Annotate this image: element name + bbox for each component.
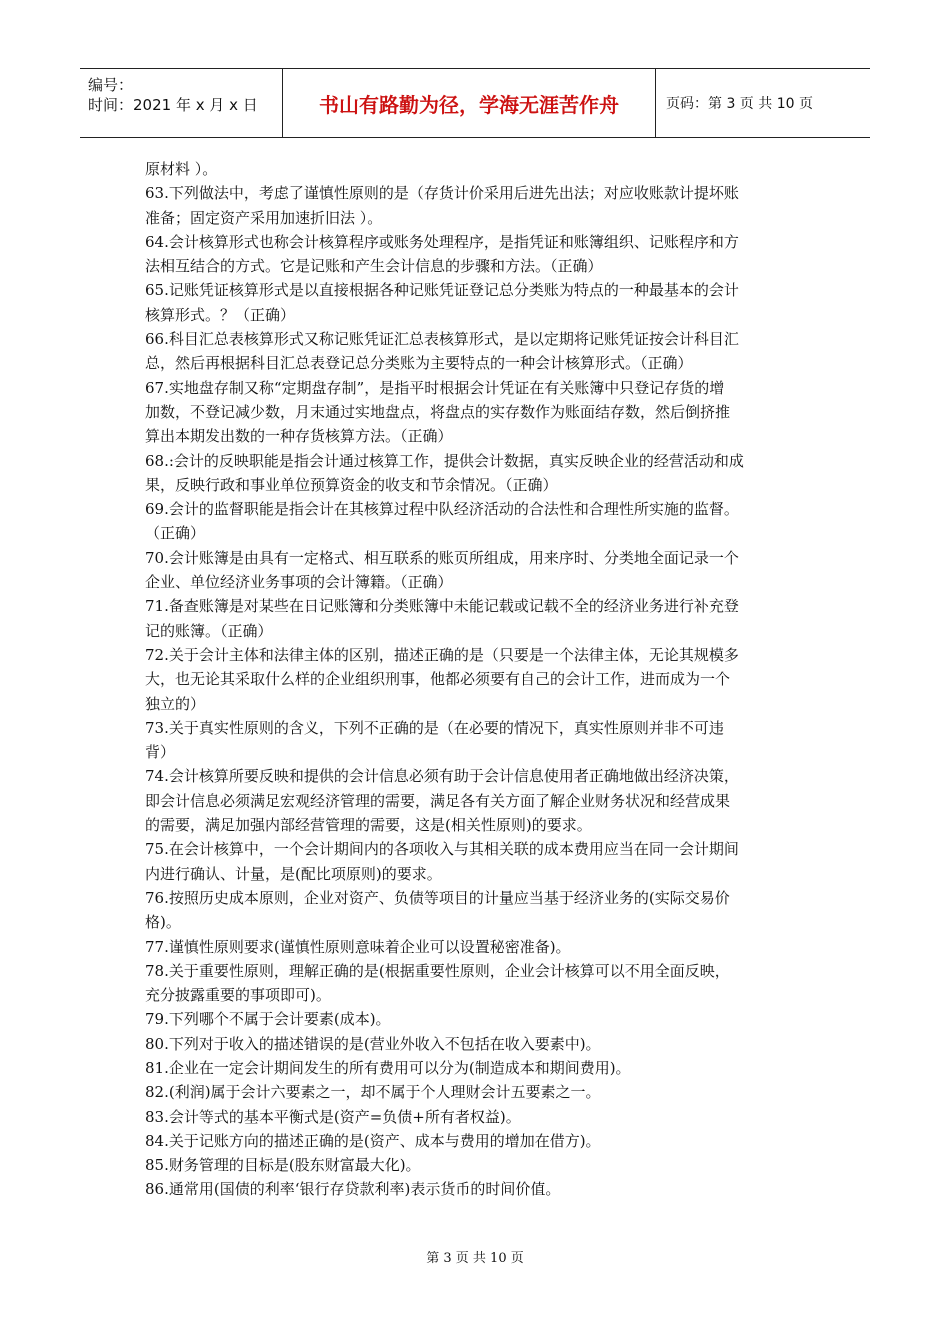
text-line: 算出本期发出数的一种存货核算方法。（正确）: [145, 427, 453, 446]
text-line: 71.备查账簿是对某些在日记账簿和分类账簿中未能记载或记载不全的经济业务进行补充登: [145, 597, 739, 616]
text-line: 独立的）: [145, 694, 206, 713]
text-line: 果，反映行政和事业单位预算资金的收支和节余情况。（正确）: [145, 475, 558, 494]
page-header: [80, 68, 870, 138]
text-line: 原材料 ）。: [145, 160, 218, 178]
header-page-cell: [656, 69, 870, 137]
header-motto-cell: [282, 69, 656, 137]
text-line: 总，然后再根据科目汇总表登记总分类账为主要特点的一种会计核算形式。（正确）: [145, 354, 693, 373]
text-line: 83.会计等式的基本平衡式是(资产=负债+所有者权益)。: [145, 1107, 521, 1126]
text-line: 64.会计核算形式也称会计核算程序或账务处理程序，是指凭证和账簿组织、记账程序和方: [145, 232, 739, 251]
text-line: 76.按照历史成本原则，企业对资产、负债等项目的计量应当基于经济业务的(实际交易价: [145, 888, 730, 907]
document-date-label: 时间：2021 年 x 月 x 日: [88, 96, 258, 114]
text-line: 核算形式。？（正确）: [145, 305, 296, 324]
text-line: 加数，不登记减少数，月末通过实地盘点，将盘点的实存数作为账面结存数，然后倒挤推: [145, 402, 731, 421]
text-line: 企业、单位经济业务事项的会计簿籍。（正确）: [145, 573, 453, 592]
text-line: 79.下列哪个不属于会计要素(成本)。: [145, 1010, 391, 1029]
text-line: 背）: [145, 743, 176, 762]
text-line: 81.企业在一定会计期间发生的所有费用可以分为(制造成本和期间费用)。: [145, 1058, 631, 1077]
text-line: 80.下列对于收入的描述错误的是(营业外收入不包括在收入要素中)。: [145, 1034, 601, 1053]
text-line: 65.记账凭证核算形式是以直接根据各种记账凭证登记总分类账为特点的一种最基本的会计: [145, 281, 739, 300]
text-line: 67.实地盘存制又称“定期盘存制”，是指平时根据会计凭证在有关账簿中只登记存货的增: [145, 378, 725, 397]
document-body: [145, 157, 810, 1202]
footer-page-number: 第 3 页 共 10 页: [426, 1251, 524, 1266]
text-line: 77.谨慎性原则要求(谨慎性原则意味着企业可以设置秘密准备)。: [145, 937, 571, 956]
text-line: 75.在会计核算中，一个会计期间内的各项收入与其相关联的成本费用应当在同一会计期间: [145, 840, 739, 859]
text-line: 格)。: [145, 913, 181, 932]
page-footer: [0, 1247, 950, 1266]
text-line: 85.财务管理的目标是(股东财富最大化)。: [145, 1156, 421, 1175]
text-line: 的需要，满足加强内部经营管理的需要，这是(相关性原则)的要求。: [145, 816, 592, 835]
text-line: 74.会计核算所要反映和提供的会计信息必须有助于会计信息使用者正确地做出经济决策，: [145, 767, 739, 786]
text-line: 即会计信息必须满足宏观经济管理的需要，满足各有关方面了解企业财务状况和经营成果: [145, 791, 731, 810]
text-line: 69.会计的监督职能是指会计在其核算过程中队经济活动的合法性和合理性所实施的监督。: [145, 500, 739, 519]
text-line: 70.会计账簿是由具有一定格式、相互联系的账页所组成，用来序时、分类地全面记录一个: [145, 548, 739, 567]
text-line: 大，也无论其采取什么样的企业组织刑事，他都必须要有自己的会计工作，进而成为一个: [145, 670, 731, 689]
document-number-label: 编号：: [88, 76, 134, 94]
text-line: 72.关于会计主体和法律主体的区别，描述正确的是（只要是一个法律主体，无论其规模多: [145, 645, 739, 664]
text-line: 内进行确认、计量，是(配比项原则)的要求。: [145, 864, 442, 883]
text-line: （正确）: [145, 524, 206, 543]
text-line: 84.关于记账方向的描述正确的是(资产、成本与费用的增加在借方)。: [145, 1131, 601, 1150]
text-line: 63.下列做法中，考虑了谨慎性原则的是（存货计价采用后进先出法；对应收账款计提坏账: [145, 184, 739, 203]
header-page-number: 页码：第 3 页 共 10 页: [666, 96, 813, 112]
text-line: 78.关于重要性原则，理解正确的是(根据重要性原则，企业会计核算可以不用全面反映，: [145, 961, 730, 980]
text-line: 82.(利润)属于会计六要素之一，却不属于个人理财会计五要素之一。: [145, 1083, 601, 1102]
text-line: 68.:会计的反映职能是指会计通过核算工作，提供会计数据，真实反映企业的经营活动和成: [145, 451, 744, 470]
header-info-cell: [80, 69, 282, 137]
text-line: 准备；固定资产采用加速折旧法 ）。: [145, 208, 383, 227]
text-line: 66.科目汇总表核算形式又称记账凭证汇总表核算形式，是以定期将记账凭证按会计科目汇: [145, 330, 739, 349]
text-line: 86.通常用(国债的利率‘银行存贷款利率)表示货币的时间价值。: [145, 1180, 561, 1199]
text-line: 充分披露重要的事项即可)。: [145, 986, 331, 1005]
text-line: 记的账簿。（正确）: [145, 621, 273, 640]
text-line: 73.关于真实性原则的含义，下列不正确的是（在必要的情况下，真实性原则并非不可违: [145, 718, 724, 737]
text-line: 法相互结合的方式。它是记账和产生会计信息的步骤和方法。（正确）: [145, 257, 603, 276]
header-motto: 书山有路勤为径，学海无涯苦作舟: [319, 92, 619, 117]
